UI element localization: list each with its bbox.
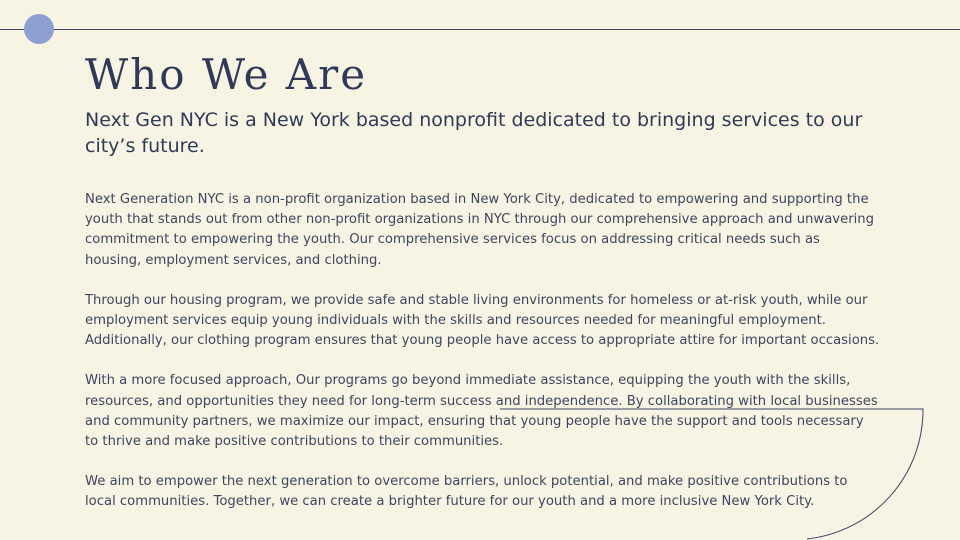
body-text: [85, 190, 880, 533]
paragraph-approach: With a more focused approach, Our programs go beyond immediate assistance, equipping the youth with the skills, resources, and opportunities they need for long-term success and independence. By collaborating with local businesses and community partners, we maximize our impact, ensuring that young people have the support and tools necessary to thrive and make positive contributions to their communities.: [85, 373, 878, 450]
accent-circle: [24, 14, 54, 44]
paragraph-intro: Next Generation NYC is a non-profit organization based in New York City, dedicated to empowering and supporting the youth that stands out from other non-profit organizations in NYC through our comprehensive approach and unwavering commitment to empowering the youth. Our comprehensive services focus on addressing critical needs such as housing, employment services, and clothing.: [85, 192, 875, 268]
page-subtitle: Next Gen NYC is a New York based nonprofit dedicated to bringing services to our city’s future.: [85, 109, 863, 157]
paragraph-programs: Through our housing program, we provide safe and stable living environments for homeless or at-risk youth, while our employment services equip young individuals with the skills and resources needed for meaningful employment. Additionally, our clothing program ensures that young people have access to appropriate attire for important occasions.: [85, 292, 880, 349]
paragraph-mission: We aim to empower the next generation to overcome barriers, unlock potential, and make positive contributions to local communities. Together, we can create a brighter future for our youth and a more inclusive New York City.: [85, 474, 848, 510]
page-title: Who We Are: [85, 50, 368, 99]
